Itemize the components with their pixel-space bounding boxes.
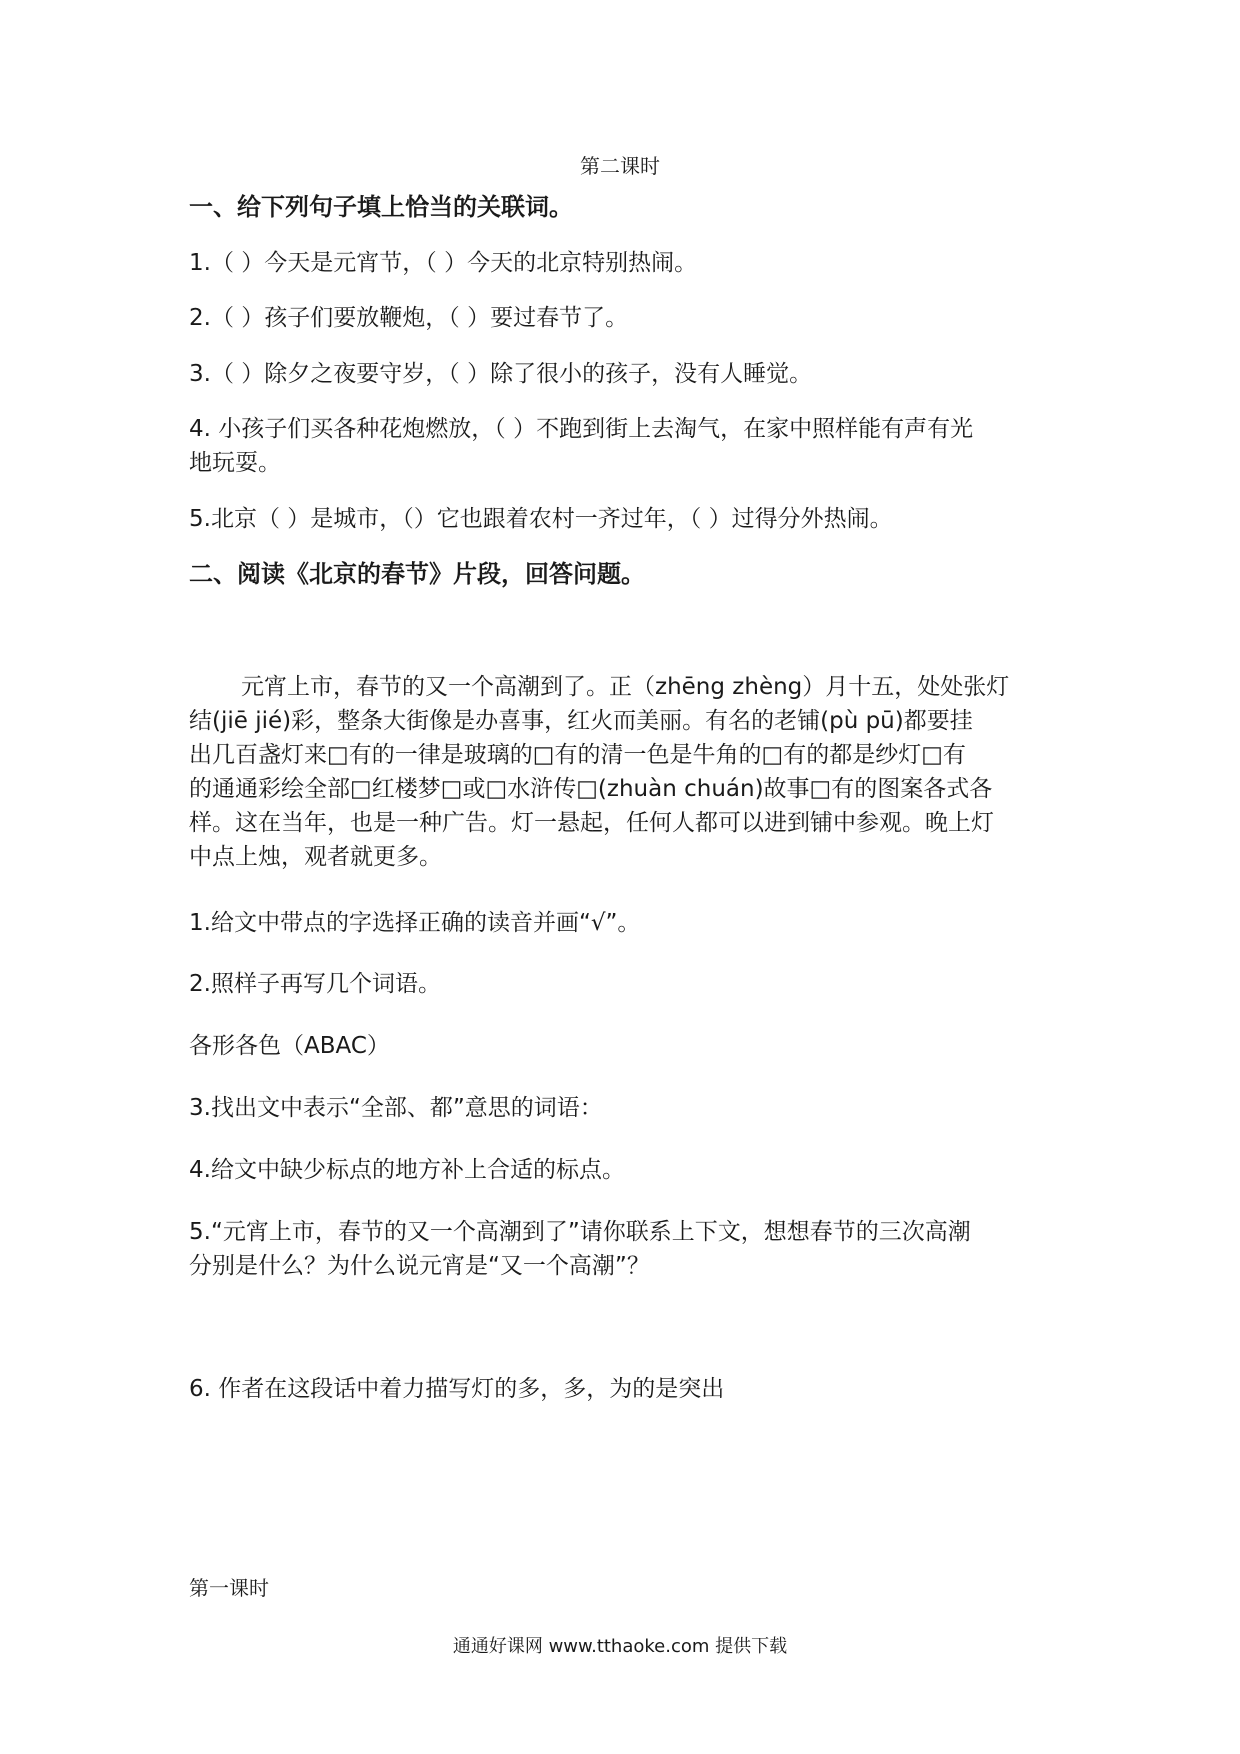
lesson-title: 第二课时 — [580, 154, 660, 178]
section-1-question-5: 5.北京（ ）是城市，（）它也跟着农村一齐过年，（ ）过得分外热闹。 — [189, 506, 893, 532]
section-1-question-4-continued: 地玩耍。 — [189, 450, 281, 476]
passage-line: 元宵上市，春节的又一个高潮到了。正（zhēng zhèng）月十五，处处张灯 — [241, 674, 1010, 700]
next-lesson-label: 第一课时 — [189, 1576, 269, 1600]
reading-passage — [189, 670, 1069, 874]
section-2-question-1: 1.给文中带点的字选择正确的读音并画“√”。 — [189, 910, 641, 936]
section-1-question-2: 2.（ ）孩子们要放鞭炮，（ ）要过春节了。 — [189, 305, 629, 331]
passage-line: 样。这在当年，也是一种广告。灯一悬起，任何人都可以进到铺中参观。晚上灯 — [189, 810, 994, 836]
passage-line: 出几百盏灯来□有的一律是玻璃的□有的清一色是牛角的□有的都是纱灯□有 — [189, 742, 966, 768]
section-2-question-4: 4.给文中缺少标点的地方补上合适的标点。 — [189, 1157, 625, 1183]
section-2-example: 各形各色（ABAC） — [189, 1033, 390, 1059]
section-2-question-6: 6. 作者在这段话中着力描写灯的多，多，为的是突出 — [189, 1376, 725, 1402]
passage-line: 结(jiē jié)彩，整条大街像是办喜事，红火而美丽。有名的老铺(pù pū)都要挂 — [189, 708, 973, 734]
section-2-question-3: 3.找出文中表示“全部、都”意思的词语： — [189, 1095, 603, 1121]
section-2-question-2: 2.照样子再写几个词语。 — [189, 971, 441, 997]
section-1-heading: 一、给下列句子填上恰当的关联词。 — [189, 193, 573, 221]
page-footer: 通通好课网 www.tthaoke.com 提供下载 — [452, 1636, 788, 1657]
section-2-question-5: 5.“元宵上市，春节的又一个高潮到了”请你联系上下文，想想春节的三次高潮 — [189, 1219, 971, 1245]
section-1-question-3: 3.（ ）除夕之夜要守岁，（ ）除了很小的孩子，没有人睡觉。 — [189, 361, 813, 387]
section-2-question-5-continued: 分别是什么？为什么说元宵是“又一个高潮”？ — [189, 1253, 650, 1279]
passage-line: 中点上烛，观者就更多。 — [189, 844, 442, 870]
section-1-question-1: 1.（ ）今天是元宵节，（ ）今天的北京特别热闹。 — [189, 250, 698, 276]
passage-line: 的通通彩绘全部□红楼梦□或□水浒传□(zhuàn chuán)故事□有的图案各式各 — [189, 776, 993, 802]
section-2-heading: 二、阅读《北京的春节》片段，回答问题。 — [189, 560, 645, 588]
section-1-question-4: 4. 小孩子们买各种花炮燃放，（ ）不跑到街上去淘气，在家中照样能有声有光 — [189, 416, 974, 442]
